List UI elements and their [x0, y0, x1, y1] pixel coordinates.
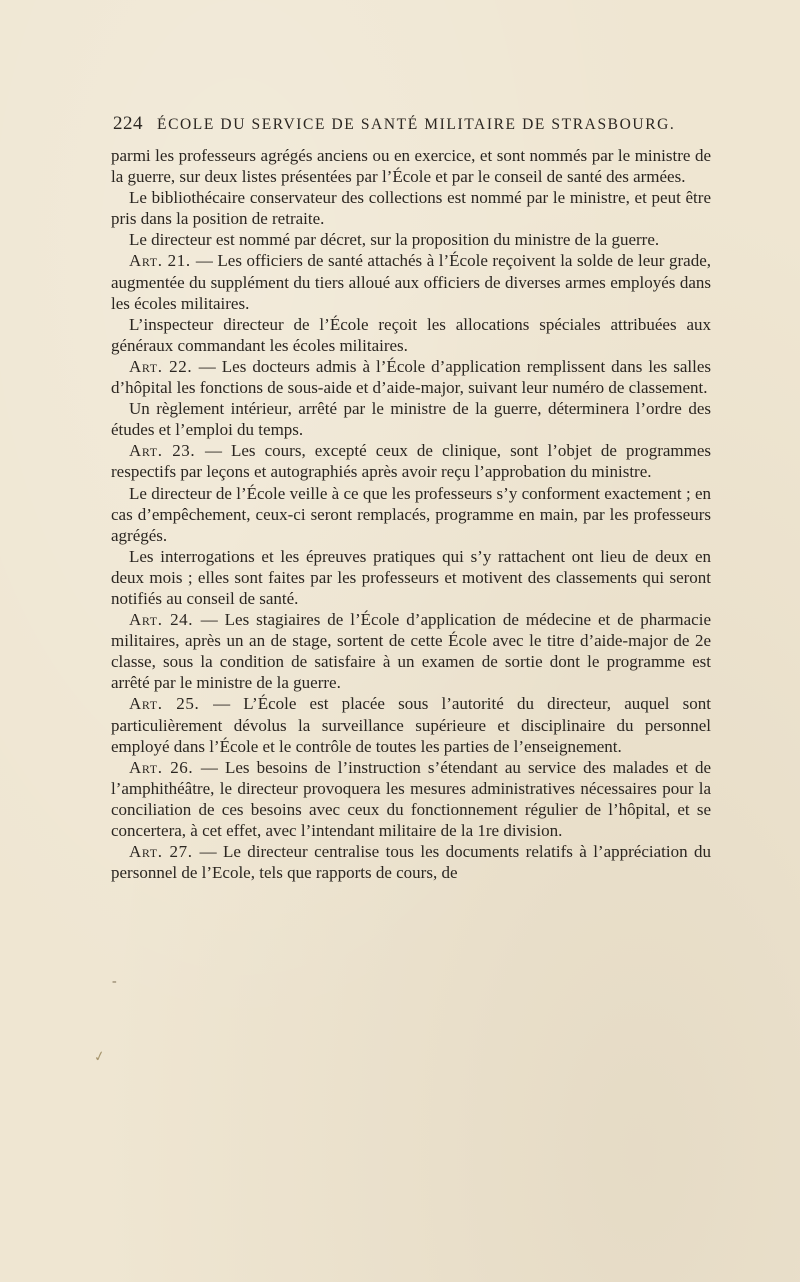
article-label: Art. 23. [129, 441, 205, 461]
article-26-paragraph [111, 757, 711, 841]
margin-dash-mark: - [112, 974, 117, 989]
article-25-paragraph [111, 693, 711, 756]
paragraph [111, 314, 711, 356]
paragraph-text: parmi les professeurs agrégés anciens ou en exercice, et sont nommés par le ministre de la guerre, sur deux listes présentées par l’École et par le conseil de santé des armées. [111, 146, 711, 187]
paragraph [111, 546, 711, 609]
paragraph-text: — Les cours, excepté ceux de clinique, sont l’objet de programmes respectifs par leçons et autographiés après avoir reçu l’approbation du ministre. [111, 441, 712, 482]
article-27-paragraph [111, 841, 711, 883]
article-label: Art. 27. [129, 842, 200, 862]
paragraph-text: — Les docteurs admis à l’École d’application remplissent dans les salles d’hôpital les fonctions de sous-aide et d’aide-major, suivant leur numéro de classement. [111, 356, 711, 398]
body-text [111, 145, 711, 883]
paragraph-text: — Le directeur centralise tous les documents relatifs à l’appréciation du personnel de l’Ecole, tels que rapports de cours, de [111, 842, 711, 883]
paragraph [111, 145, 711, 187]
running-title: ÉCOLE DU SERVICE DE SANTÉ MILITAIRE DE STRASBOURG. [157, 116, 676, 133]
article-label: Art. 21. [129, 251, 196, 271]
paragraph-text: — Les besoins de l’instruction s’étendant au service des malades et de l’amphithéâtre, le directeur provoquera les mesures administratives nécessaires pour la conciliation de ces besoins avec ceux du fonctionnement régulier de l’hôpital, et se concertera, à cet effet, avec l’intendant militaire de la 1re division. [111, 757, 712, 840]
article-23-paragraph [111, 440, 711, 482]
paragraph-text: — Les stagiaires de l’École d’application de médecine et de pharmacie militaires, après un an de stage, sortent de cette École avec le titre d’aide-major de 2e classe, sous la condition de satisfaire à un examen de sortie dont le programme est arrêté par le ministre de la guerre. [111, 610, 711, 693]
paragraph-text: Les interrogations et les épreuves pratiques qui s’y rattachent ont lieu de deux en deux mois ; elles sont faites par les professeurs et motivent des classements qui seront notifiés au conseil de santé. [111, 546, 711, 608]
paragraph-text: Le bibliothécaire conservateur des collections est nommé par le ministre, et peut être pris dans la position de retraite. [111, 188, 711, 229]
paragraph-text: Le directeur de l’École veille à ce que les professeurs s’y conforment exactement ; en cas d’empêchement, ceux-ci seront remplacés, programme en main, par les professeurs agrégés. [111, 483, 711, 545]
article-label: Art. 24. [129, 610, 201, 630]
paragraph [111, 229, 711, 250]
paragraph-text: — Les officiers de santé attachés à l’École reçoivent la solde de leur grade, augmentée du supplément du tiers alloué aux officiers de diverses armes employés dans les écoles militaires. [111, 251, 711, 313]
article-label: Art. 25. [129, 694, 214, 714]
paragraph-text: Le directeur est nommé par décret, sur la proposition du ministre de la guerre. [129, 230, 660, 250]
paragraph [111, 483, 711, 546]
paragraph-text: Un règlement intérieur, arrêté par le ministre de la guerre, déterminera l’ordre des études et l’emploi du temps. [111, 399, 711, 440]
paragraph-text: — L’École est placée sous l’autorité du directeur, auquel sont particulièrement dévolus la surveillance supérieure et disciplinaire du personnel employé dans l’École et le contrôle de toutes les parties de l’enseignement. [111, 694, 711, 756]
page-number: 224 [113, 113, 143, 134]
article-24-paragraph [111, 609, 711, 693]
article-22-paragraph [111, 356, 711, 398]
article-label: Art. 22. [129, 356, 199, 376]
paragraph [111, 187, 711, 229]
article-21-paragraph [111, 250, 711, 313]
article-label: Art. 26. [129, 757, 201, 777]
margin-check-mark: ✓ [92, 1048, 108, 1067]
paragraph [111, 398, 711, 440]
paragraph-text: L’inspecteur directeur de l’École reçoit les allocations spéciales attribuées aux généraux commandant les écoles militaires. [111, 314, 711, 355]
running-head [113, 114, 713, 133]
